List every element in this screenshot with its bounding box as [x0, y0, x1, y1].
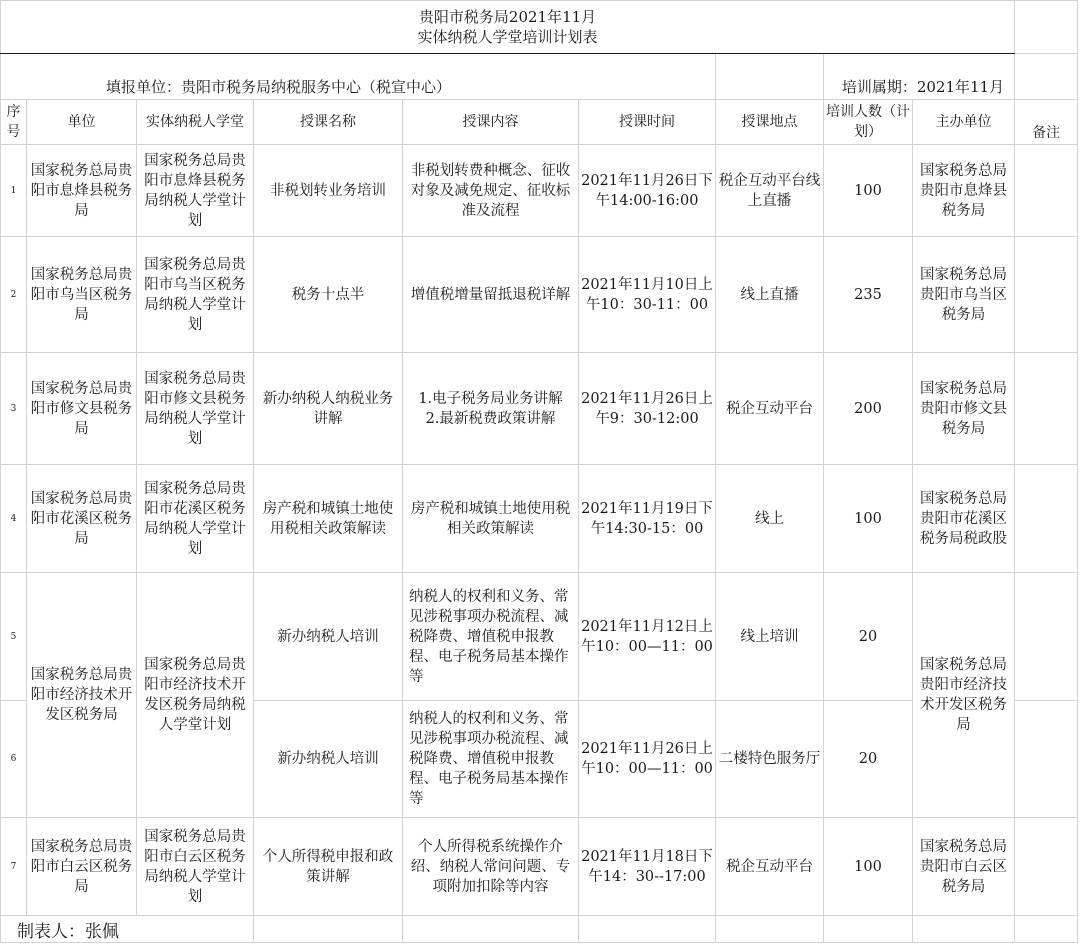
row-unit: 国家税务总局贵阳市息烽县税务局 [27, 145, 137, 237]
row-note [1015, 353, 1078, 465]
row-school: 国家税务总局贵阳市乌当区税务局纳税人学堂计划 [137, 237, 254, 353]
col-school: 实体纳税人学堂 [137, 100, 254, 145]
row-count: 20 [824, 573, 913, 701]
row-time: 2021年11月12日上午10：00—11：00 [579, 573, 716, 701]
row-course: 新办纳税人培训 [254, 573, 403, 701]
row-host: 国家税务总局贵阳市息烽县税务局 [913, 145, 1015, 237]
row-note [1015, 818, 1078, 916]
row-course: 房产税和城镇土地使用税相关政策解读 [254, 465, 403, 573]
col-time: 授课时间 [579, 100, 716, 145]
content-line: 1.电子税务局业务讲解 [418, 390, 563, 407]
row-unit: 国家税务总局贵阳市乌当区税务局 [27, 237, 137, 353]
row-host: 国家税务总局贵阳市修文县税务局 [913, 353, 1015, 465]
content-line: 2.最新税费政策讲解 [425, 410, 556, 427]
row-count: 100 [824, 465, 913, 573]
row-seq: 2 [1, 237, 27, 353]
row-host: 国家税务总局贵阳市乌当区税务局 [913, 237, 1015, 353]
title-line-2: 实体纳税人学堂培训计划表 [417, 28, 598, 46]
row-time: 2021年11月19日下午14:30-15：00 [579, 465, 716, 573]
row-venue: 线上直播 [716, 237, 824, 353]
row-note [1015, 465, 1078, 573]
row-note [1015, 237, 1078, 353]
row-note [1015, 701, 1078, 818]
table-header [1, 100, 1078, 145]
table-row [1, 353, 1078, 465]
row-time: 2021年11月26日上午9：30-12:00 [579, 353, 716, 465]
row-school: 国家税务总局贵阳市经济技术开发区税务局纳税人学堂计划 [137, 573, 254, 818]
row-venue: 税企互动平台线上直播 [716, 145, 824, 237]
row-content: 房产税和城镇土地使用税相关政策解读 [403, 465, 579, 573]
row-unit: 国家税务总局贵阳市花溪区税务局 [27, 465, 137, 573]
row-venue: 线上 [716, 465, 824, 573]
row-school: 国家税务总局贵阳市息烽县税务局纳税人学堂计划 [137, 145, 254, 237]
row-time: 2021年11月10日上午10：30-11：00 [579, 237, 716, 353]
col-venue: 授课地点 [716, 100, 824, 145]
row-count: 100 [824, 145, 913, 237]
col-seq: 序号 [1, 100, 27, 145]
table-maker: 制表人：张佩 [1, 916, 254, 943]
row-count: 20 [824, 701, 913, 818]
row-course: 税务十点半 [254, 237, 403, 353]
row-content: 个人所得税系统操作介绍、纳税人常问问题、专项附加扣除等内容 [403, 818, 579, 916]
row-course: 新办纳税人纳税业务讲解 [254, 353, 403, 465]
table-row [1, 145, 1078, 237]
row-host: 国家税务总局贵阳市白云区税务局 [913, 818, 1015, 916]
training-period: 培训属期：2021年11月 [824, 54, 1015, 100]
row-note [1015, 573, 1078, 701]
table-row [1, 573, 1078, 701]
row-course: 非税划转业务培训 [254, 145, 403, 237]
row-unit: 国家税务总局贵阳市经济技术开发区税务局 [27, 573, 137, 818]
row-venue: 线上培训 [716, 573, 824, 701]
table-row [1, 237, 1078, 353]
row-seq: 7 [1, 818, 27, 916]
col-note: 备注 [1015, 100, 1078, 145]
reporting-unit: 填报单位：贵阳市税务局纳税服务中心（税宣中心） [1, 54, 716, 100]
col-content: 授课内容 [403, 100, 579, 145]
row-course: 个人所得税申报和政策讲解 [254, 818, 403, 916]
row-content: 纳税人的权利和义务、常见涉税事项办税流程、减税降费、增值税申报教程、电子税务局基本操作等 [403, 701, 579, 818]
row-note [1015, 145, 1078, 237]
row-seq: 3 [1, 353, 27, 465]
row-host: 国家税务总局贵阳市经济技术开发区税务局 [913, 573, 1015, 818]
col-course: 授课名称 [254, 100, 403, 145]
row-time: 2021年11月26日上午10：00—11：00 [579, 701, 716, 818]
row-venue: 税企互动平台 [716, 818, 824, 916]
row-host: 国家税务总局贵阳市花溪区税务局税政股 [913, 465, 1015, 573]
row-school: 国家税务总局贵阳市白云区税务局纳税人学堂计划 [137, 818, 254, 916]
row-time: 2021年11月18日下午14：30--17:00 [579, 818, 716, 916]
row-content: 增值税增量留抵退税详解 [403, 237, 579, 353]
row-course: 新办纳税人培训 [254, 701, 403, 818]
row-venue: 税企互动平台 [716, 353, 824, 465]
row-venue: 二楼特色服务厅 [716, 701, 824, 818]
col-host: 主办单位 [913, 100, 1015, 145]
row-content [403, 353, 579, 465]
row-count: 235 [824, 237, 913, 353]
row-time: 2021年11月26日下午14:00-16:00 [579, 145, 716, 237]
row-content: 非税划转费种概念、征收对象及减免规定、征收标准及流程 [403, 145, 579, 237]
col-count: 培训人数（计划） [824, 100, 913, 145]
table-row [1, 465, 1078, 573]
row-count: 200 [824, 353, 913, 465]
row-unit: 国家税务总局贵阳市修文县税务局 [27, 353, 137, 465]
row-seq: 5 [1, 573, 27, 701]
sheet-title [1, 1, 1015, 54]
row-count: 100 [824, 818, 913, 916]
row-seq: 6 [1, 701, 27, 818]
row-content: 纳税人的权利和义务、常见涉税事项办税流程、减税降费、增值税申报教程、电子税务局基本操作等 [403, 573, 579, 701]
row-seq: 1 [1, 145, 27, 237]
col-unit: 单位 [27, 100, 137, 145]
table-row [1, 818, 1078, 916]
row-school: 国家税务总局贵阳市修文县税务局纳税人学堂计划 [137, 353, 254, 465]
row-school: 国家税务总局贵阳市花溪区税务局纳税人学堂计划 [137, 465, 254, 573]
row-unit: 国家税务总局贵阳市白云区税务局 [27, 818, 137, 916]
row-seq: 4 [1, 465, 27, 573]
title-line-1: 贵阳市税务局2021年11月 [418, 8, 597, 26]
